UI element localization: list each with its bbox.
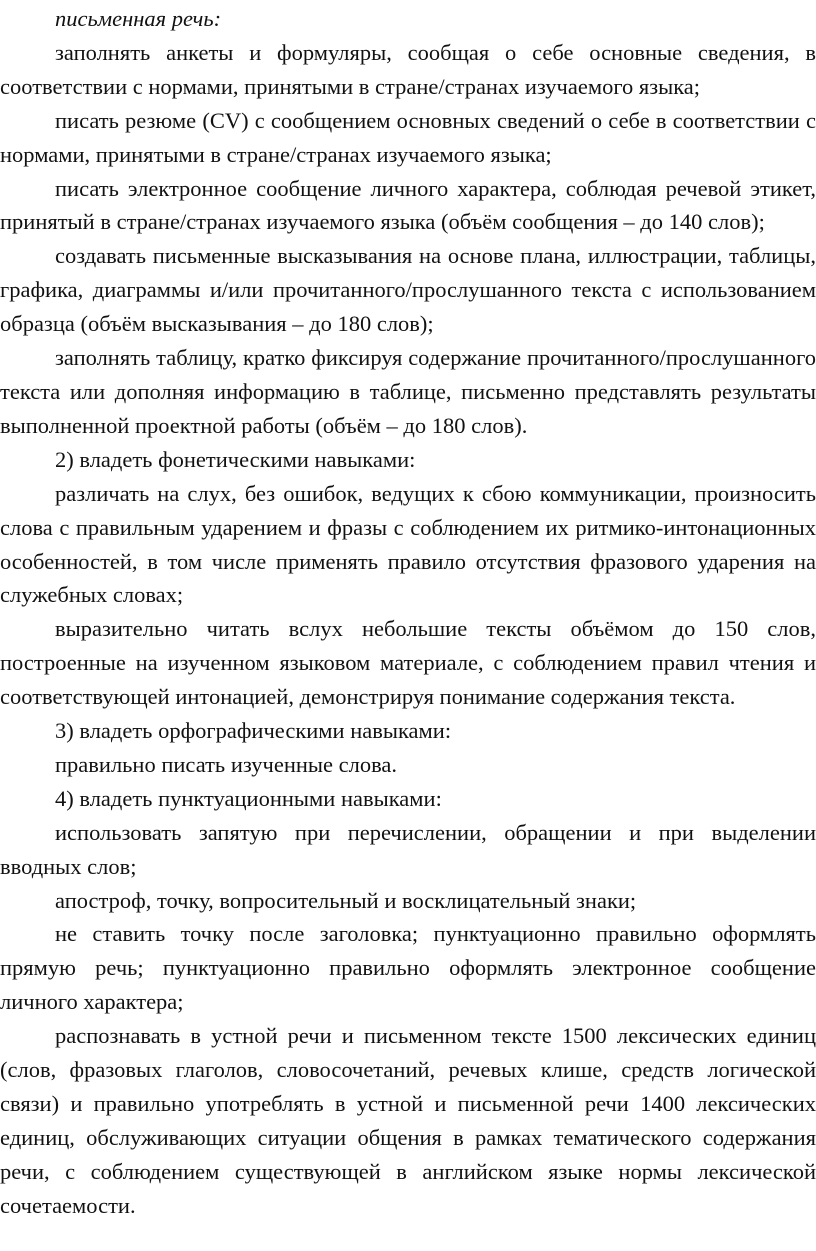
paragraph-distinguish-by-ear: различать на слух, без ошибок, ведущих к сбою коммуникации, произносить слова с правильным ударением и фразы с соблюдением их ритмико-интонационных особенностей, в том числе применять правило отсутствия фразового ударения на служебных словах; bbox=[0, 480, 816, 608]
paragraph-phonetic-skills: 2) владеть фонетическими навыками: bbox=[55, 446, 416, 472]
paragraph-lexical-units: распознавать в устной речи и письменном тексте 1500 лексических единиц (слов, фразовых глаголов, словосочетаний, речевых клише, средств логической связи) и правильно употреблять в устной и письменной речи 1400 лексических единиц, обслуживающих ситуации общения в рамках тематического содержания речи, с соблюдением существующей в английском языке нормы лексической сочетаемости. bbox=[0, 1023, 816, 1218]
paragraph-spelling-skills: 3) владеть орфографическими навыками: bbox=[55, 718, 452, 744]
paragraph-punctuation-skills: 4) владеть пунктуационными навыками: bbox=[55, 785, 442, 811]
paragraph-fill-table: заполнять таблицу, кратко фиксируя содержание прочитанного/прослушанного текста или дополняя информацию в таблице, письменно представлять результаты выполненной проектной работы (объём – до 180 слов). bbox=[0, 345, 816, 438]
paragraph-apostrophe-marks: апостроф, точку, вопросительный и восклицательный знаки; bbox=[55, 887, 637, 913]
paragraph-write-correctly: правильно писать изученные слова. bbox=[55, 751, 398, 777]
section-heading: письменная речь: bbox=[55, 6, 222, 31]
paragraph-fill-forms: заполнять анкеты и формуляры, сообщая о себе основные сведения, в соответствии с нормами, принятыми в стране/странах изучаемого языка; bbox=[0, 39, 816, 99]
paragraph-written-statements: создавать письменные высказывания на основе плана, иллюстрации, таблицы, графика, диаграммы и/или прочитанного/прослушанного текста с использованием образца (объём высказывания – до 180 слов); bbox=[0, 243, 816, 337]
paragraph-no-period-heading: не ставить точку после заголовка; пунктуационно правильно оформлять прямую речь; пунктуационно правильно оформлять электронное сообщение личного характера; bbox=[0, 921, 816, 1015]
paragraph-write-cv: писать резюме (CV) с сообщением основных сведений о себе в соответствии с нормами, принятыми в стране/странах изучаемого языка; bbox=[0, 107, 816, 167]
paragraph-write-email: писать электронное сообщение личного характера, соблюдая речевой этикет, принятый в стране/странах изучаемого языка (объём сообщения – до 140 слов); bbox=[0, 175, 816, 235]
paragraph-read-aloud: выразительно читать вслух небольшие тексты объёмом до 150 слов, построенные на изученном языковом материале, с соблюдением правил чтения и соответствующей интонацией, демонстрируя понимание содержания текста. bbox=[0, 616, 816, 710]
paragraph-use-comma: использовать запятую при перечислении, обращении и при выделении вводных слов; bbox=[0, 819, 816, 879]
